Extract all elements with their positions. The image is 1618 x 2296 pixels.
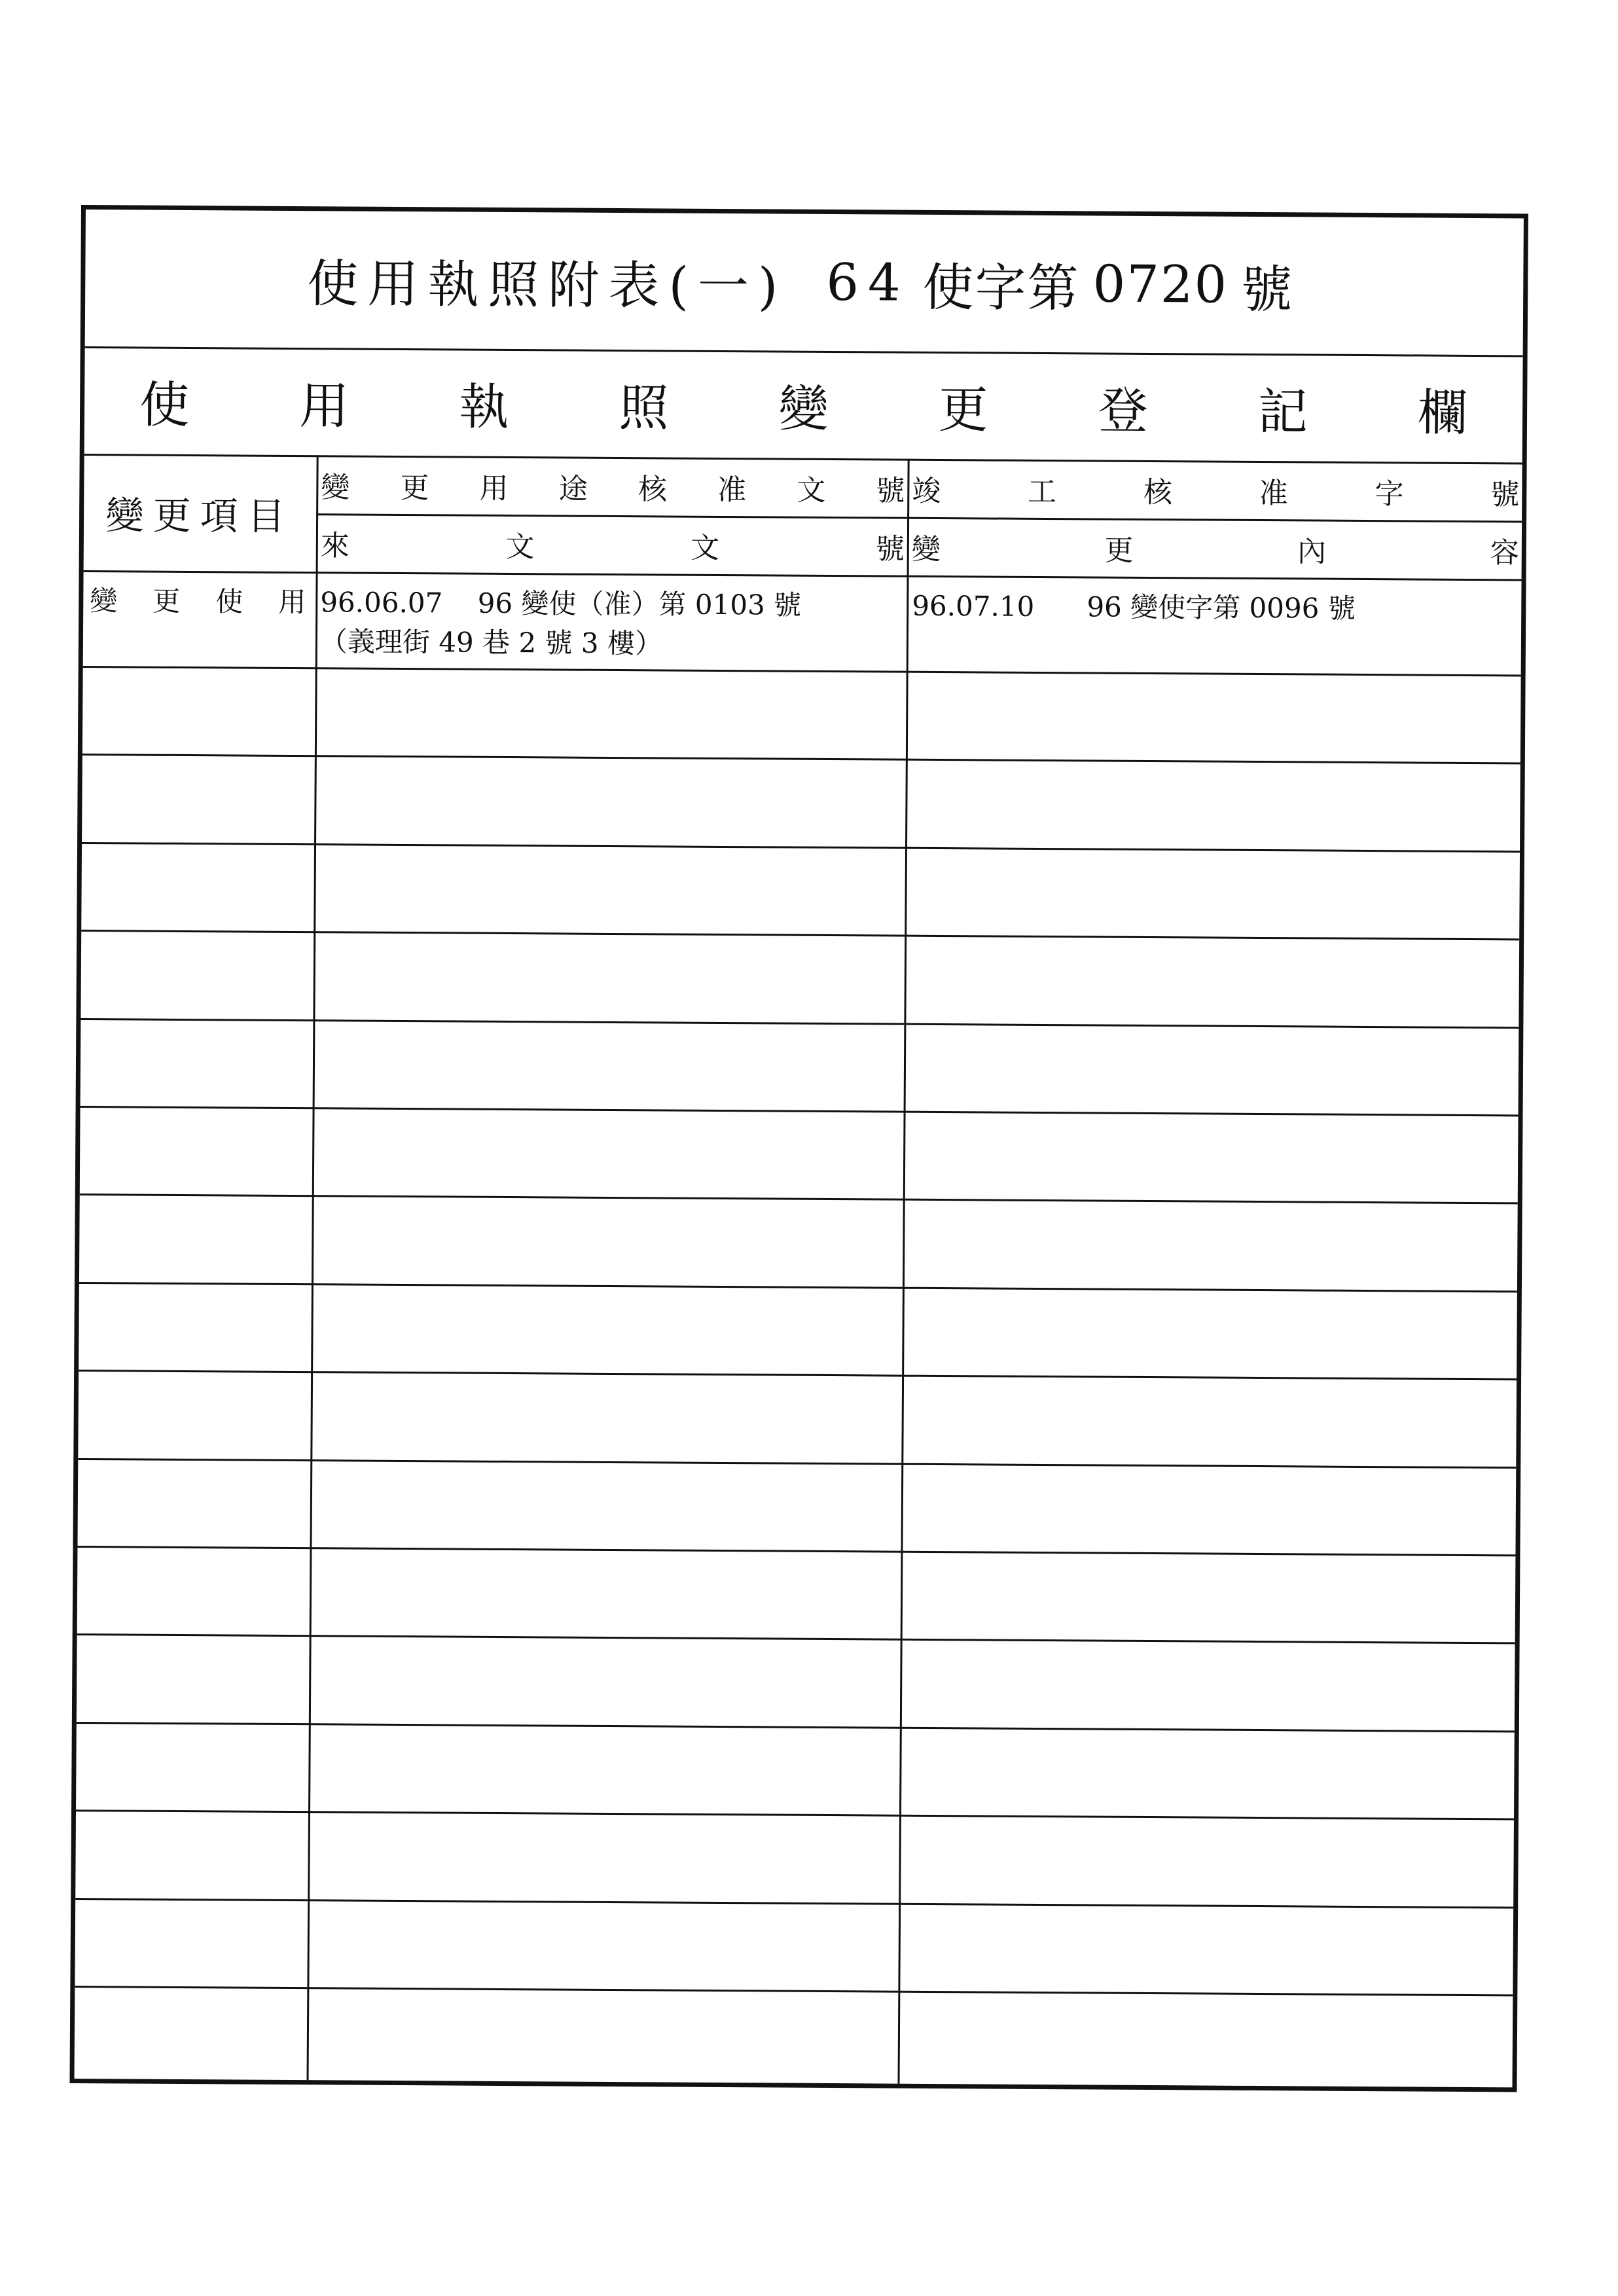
table-row: [80, 1106, 1519, 1205]
entry-item-char: 變: [90, 585, 118, 617]
entry-item: [90, 579, 306, 620]
subtitle-char: 使: [139, 375, 190, 434]
entry-approval-doc: 96.06.07 96 變使（准）第 0103 號: [320, 586, 802, 621]
table-row: [81, 930, 1519, 1029]
table-row: [77, 1633, 1515, 1732]
subtitle-char: 變: [778, 379, 829, 438]
table-row: [79, 1282, 1517, 1381]
title-char: 表: [608, 256, 669, 316]
header-char: 准: [1259, 476, 1288, 510]
header-incoming-doc-number: [318, 513, 908, 575]
subtitle-char: 記: [1257, 382, 1308, 441]
header-char: 更: [400, 471, 429, 505]
header-char: 來: [320, 528, 350, 563]
title-char: 64: [826, 253, 910, 313]
header-char: 途: [558, 471, 588, 506]
entry-completion-number: 96.07.10 96 變使字第 0096 號: [912, 589, 1356, 625]
header-char: 用: [479, 471, 509, 505]
entry-item-char: 用: [278, 585, 306, 619]
header-approval-doc-number: [318, 455, 908, 517]
table-row: [81, 842, 1520, 941]
title-char: 使字第: [922, 258, 1080, 318]
header-char: 准: [717, 473, 747, 507]
header-char: 變: [911, 532, 941, 566]
title-char: 使: [307, 254, 368, 314]
subtitle-char: 用: [299, 376, 350, 435]
form-frame: [69, 205, 1528, 2092]
header-char: 變: [321, 470, 350, 505]
header-char: 更: [1104, 534, 1134, 568]
table-row: [75, 1810, 1514, 1908]
table-row: [75, 1986, 1513, 2083]
table-row: [76, 1722, 1515, 1821]
title-char: 照: [488, 255, 548, 315]
title-char: (一): [668, 256, 787, 317]
table-row: [81, 1018, 1519, 1117]
title-char: 附: [548, 255, 609, 316]
subtitle-char: 登: [1098, 380, 1149, 440]
header-char: 文: [690, 531, 720, 565]
title-char: 號: [1240, 260, 1302, 319]
table-row: [82, 666, 1521, 765]
header-char: 內: [1297, 534, 1327, 569]
header-char: 字: [1375, 477, 1404, 511]
table-row: [75, 1898, 1513, 1997]
subtitle-char: 照: [619, 378, 669, 437]
table-header: [84, 454, 1522, 581]
header-char: 號: [876, 473, 905, 508]
header-char: 核: [638, 472, 668, 506]
header-change-content: [909, 517, 1522, 579]
header-char: 文: [797, 473, 826, 507]
table-row: [82, 754, 1520, 852]
table-row: [83, 570, 1522, 676]
entry-item-char: 使: [215, 585, 243, 618]
table-row: [79, 1194, 1518, 1292]
header-char: 號: [875, 532, 905, 566]
subtitle-char: 欄: [1417, 382, 1468, 442]
header-char: 文: [505, 530, 535, 564]
page-title: [85, 210, 1524, 357]
header-completion-number: [909, 459, 1522, 521]
table-row: [78, 1370, 1517, 1468]
table-row: [77, 1458, 1516, 1557]
section-title: [84, 346, 1523, 464]
header-item-column: 變更項目: [105, 493, 295, 539]
header-char: 竣: [912, 474, 941, 508]
table-row: [77, 1546, 1516, 1645]
subtitle-char: 更: [938, 380, 988, 439]
header-char: 工: [1027, 475, 1057, 509]
header-char: 號: [1490, 477, 1520, 511]
entry-item-char: 更: [153, 585, 181, 617]
header-char: 核: [1143, 475, 1173, 509]
subtitle-char: 執: [459, 377, 509, 436]
header-char: 容: [1490, 536, 1519, 570]
title-char: 0720: [1092, 254, 1229, 315]
title-char: 用: [367, 255, 428, 314]
title-char: 執: [427, 255, 488, 315]
entry-address: （義理街 49 巷 2 號 3 樓）: [319, 625, 663, 660]
